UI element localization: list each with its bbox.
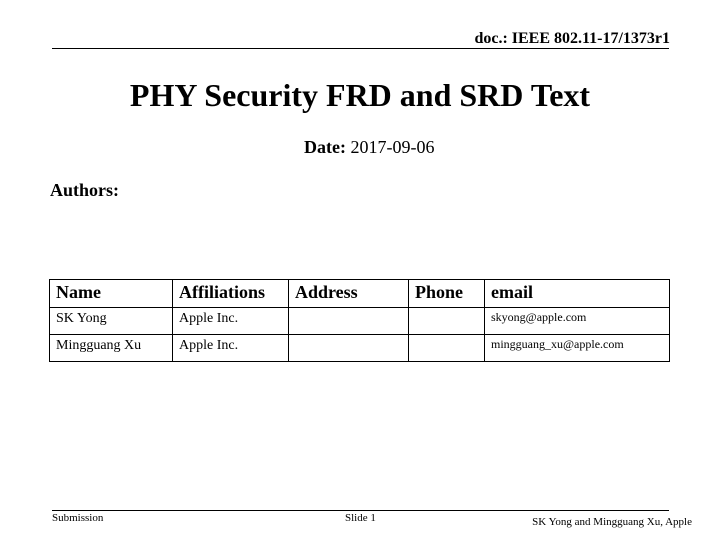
cell-phone <box>409 335 485 362</box>
column-header-address: Address <box>289 280 409 308</box>
date-label: Date: <box>304 137 346 157</box>
cell-name: SK Yong <box>50 308 173 335</box>
cell-affiliation: Apple Inc. <box>173 335 289 362</box>
date-line <box>304 137 434 158</box>
column-header-affiliations: Affiliations <box>173 280 289 308</box>
document-id: doc.: IEEE 802.11-17/1373r1 <box>474 30 670 47</box>
footer-authors: SK Yong and Mingguang Xu, Apple <box>532 516 692 528</box>
cell-affiliation: Apple Inc. <box>173 308 289 335</box>
cell-phone <box>409 308 485 335</box>
cell-email: mingguang_xu@apple.com <box>485 335 670 362</box>
footer-divider <box>52 510 669 511</box>
column-header-email: email <box>485 280 670 308</box>
cell-email: skyong@apple.com <box>485 308 670 335</box>
table-row <box>50 335 670 362</box>
cell-name: Mingguang Xu <box>50 335 173 362</box>
authors-heading: Authors: <box>50 180 120 200</box>
table-row <box>50 308 670 335</box>
column-header-phone: Phone <box>409 280 485 308</box>
date-value: 2017-09-06 <box>350 137 435 157</box>
footer-slide-number: Slide 1 <box>345 512 376 524</box>
header-divider <box>52 48 669 49</box>
table-header-row <box>50 280 670 308</box>
cell-address <box>289 335 409 362</box>
column-header-name: Name <box>50 280 173 308</box>
slide-title: PHY Security FRD and SRD Text <box>129 77 591 113</box>
footer-submission: Submission <box>52 512 104 524</box>
authors-table <box>49 279 670 362</box>
cell-address <box>289 308 409 335</box>
